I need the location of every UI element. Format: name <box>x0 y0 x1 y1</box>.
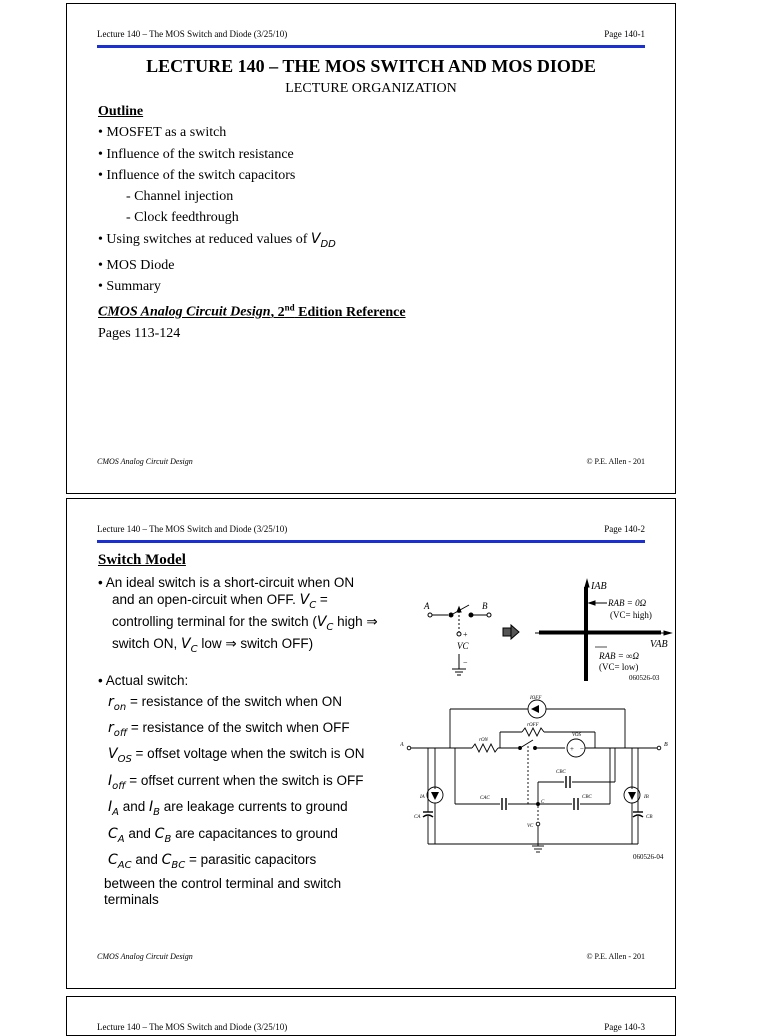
vc-sub: C <box>190 643 198 655</box>
switch-model-figure <box>400 694 678 864</box>
def-text: = offset current when the switch is OFF <box>125 772 364 788</box>
text-line: • An ideal switch is a short-circuit when ON <box>98 575 355 590</box>
header-lecture-title: Lecture 140 – The MOS Switch and Diode (3/25/10) <box>97 524 288 534</box>
fig2-b: B <box>664 742 668 748</box>
def-text: and <box>124 825 155 841</box>
sym-sub: OS <box>117 754 132 766</box>
fig1-vc-high: (VC= high) <box>610 610 652 620</box>
ideal-switch-figure <box>417 577 677 689</box>
fig1-label-b: B <box>482 601 488 611</box>
fig2-c: C <box>541 800 545 805</box>
outline-subitem: - Channel injection <box>126 189 234 205</box>
fig1-label-vab: VAB <box>650 639 668 650</box>
fig1-plus: + <box>463 630 468 639</box>
fig2-c-b: CB <box>646 815 653 820</box>
footer-course: CMOS Analog Circuit Design <box>97 457 193 466</box>
symbol <box>161 851 186 871</box>
node-a <box>407 746 411 750</box>
slide-footer <box>97 457 645 469</box>
actual-switch-heading: • Actual switch: <box>98 673 189 688</box>
vc-sub: C <box>309 599 317 611</box>
sym-sub: BC <box>171 859 186 871</box>
sym: r <box>108 719 114 736</box>
symbol <box>108 799 119 818</box>
edition-rest: Edition Reference <box>294 305 406 321</box>
i-a-arrow-icon <box>431 792 439 800</box>
fig2-vc: VC <box>527 824 534 829</box>
sym-sub: A <box>117 833 125 845</box>
fig1-code: 060526-03 <box>629 674 660 682</box>
def-text: = offset voltage when the switch is ON <box>131 746 365 762</box>
outline-item: • Summary <box>98 279 161 295</box>
text-run: low ⇒ switch OFF) <box>197 636 314 652</box>
symbol <box>149 799 161 818</box>
symbol <box>108 719 128 739</box>
vc-v: V <box>316 613 327 630</box>
book-edition <box>270 302 406 321</box>
vos-minus: − <box>580 745 584 753</box>
def-text: and <box>118 799 150 815</box>
ideal-switch-text <box>98 575 408 658</box>
fig1-rab-inf: RAB = ∞Ω <box>599 651 639 661</box>
vdd-sub: DD <box>320 238 336 250</box>
fig1-vc-low: (VC= low) <box>599 662 639 672</box>
slide-header <box>97 524 645 536</box>
text-run: and an open-circuit when OFF. <box>112 591 300 607</box>
outline-item: • MOS Diode <box>98 257 175 273</box>
sym: V <box>108 746 118 763</box>
vc-sub: C <box>326 621 334 633</box>
outline-item-text: • Using switches at reduced values of <box>98 231 311 247</box>
section-heading: Switch Model <box>98 552 186 568</box>
r-on-resistor <box>472 744 498 752</box>
slide-footer <box>97 952 645 964</box>
sym: C <box>154 825 165 842</box>
fig2-code: 060526-04 <box>633 853 664 861</box>
text-run: switch ON, <box>112 636 182 652</box>
book-reference <box>98 297 406 323</box>
terminal-a-node <box>428 613 432 617</box>
slide-subtitle: LECTURE ORGANIZATION <box>285 81 457 96</box>
sym: I <box>149 799 154 816</box>
sym: I <box>108 799 113 816</box>
fig1-minus: − <box>463 658 468 667</box>
def-text: = resistance of the switch when OFF <box>127 719 350 735</box>
terminal-b-node <box>487 613 491 617</box>
outline <box>98 101 406 345</box>
footer-copyright: © P.E. Allen - 201 <box>586 952 645 961</box>
i-b-arrow-icon <box>628 792 636 800</box>
text-line <box>98 636 408 658</box>
outline-subitem: - Clock feedthrough <box>126 210 239 226</box>
fig1-label-a: A <box>424 601 430 611</box>
footer-copyright: © P.E. Allen - 201 <box>586 457 645 466</box>
def-between-1: between the control terminal and switch <box>104 876 342 892</box>
sym-sub: on <box>113 701 127 713</box>
def-parasitic <box>98 850 408 876</box>
def-text: = resistance of the switch when ON <box>126 693 342 709</box>
def-r-on <box>98 692 408 718</box>
vdd-v: V <box>310 230 321 247</box>
fig1-label-vc: VC <box>457 641 469 651</box>
actual-switch-list <box>98 671 408 908</box>
fig2-r-on: rON <box>479 738 488 743</box>
reference-pages: Pages 113-124 <box>98 326 181 342</box>
text-run: high ⇒ <box>333 613 378 629</box>
def-v-os <box>98 744 408 770</box>
outline-item: • MOSFET as a switch <box>98 125 227 141</box>
symbol <box>154 825 172 845</box>
slide-header <box>97 29 645 41</box>
sym-sub: A <box>112 806 119 818</box>
header-rule <box>97 540 645 543</box>
book-title: CMOS Analog Circuit Design <box>98 305 271 321</box>
def-i-off <box>98 771 408 797</box>
def-capacitance <box>98 824 408 850</box>
symbol <box>108 825 125 845</box>
fig2-c-a: CA <box>414 815 421 820</box>
slide-2 <box>66 498 676 989</box>
symbol <box>108 746 132 766</box>
fig2-a: A <box>400 742 404 748</box>
sym-sub: B <box>153 806 161 818</box>
header-lecture-title: Lecture 140 – The MOS Switch and Diode (3/25/10) <box>97 29 288 39</box>
r-off-resistor <box>522 728 544 736</box>
sym: C <box>108 825 118 842</box>
fig2-r-off: rOFF <box>527 723 539 728</box>
text-line: controlling terminal for the switch ($V_C$ high ⇒ <box>112 613 378 633</box>
fig2-i-b: IB <box>644 795 649 800</box>
sym-sub: B <box>164 833 172 845</box>
symbol <box>108 693 127 713</box>
vc-symbol <box>181 636 198 655</box>
def-text: are leakage currents to ground <box>160 799 348 815</box>
header-rule <box>97 45 645 48</box>
fig2-i-a: IA <box>420 795 425 800</box>
fig2-v-os: VOS <box>572 733 582 738</box>
header-page-number: Page 140-2 <box>604 524 645 534</box>
arrow-icon <box>503 625 519 639</box>
i-off-arrow-icon <box>531 705 539 713</box>
header-page-number: Page 140-3 <box>604 1022 645 1032</box>
def-leakage <box>98 797 408 823</box>
def-between-2: terminals <box>104 892 159 908</box>
edition-suffix: nd <box>284 302 295 313</box>
sym-sub: off <box>113 727 128 739</box>
def-r-off <box>98 718 408 744</box>
sym: C <box>161 851 172 868</box>
sym: C <box>108 851 118 868</box>
ideal-switch-blade <box>520 740 533 748</box>
vc-symbol <box>316 613 334 633</box>
header-lecture-title: Lecture 140 – The MOS Switch and Diode (3/25/10) <box>97 1022 288 1032</box>
sym-sub: off <box>112 780 126 792</box>
outline-item: • Influence of the switch capacitors <box>98 167 296 183</box>
outline-item-vdd <box>98 229 406 255</box>
slide-1 <box>66 3 676 494</box>
vc-v: V <box>299 591 310 608</box>
fig1-label-iab: IAB <box>591 581 607 592</box>
fig2-c-bc: CBC <box>556 770 566 775</box>
header-page-number: Page 140-1 <box>604 29 645 39</box>
vc-v: V <box>181 636 191 653</box>
footer-course: CMOS Analog Circuit Design <box>97 952 193 961</box>
edition-number: , 2 <box>270 305 285 321</box>
outline-item: • Influence of the switch resistance <box>98 146 294 162</box>
fig2-c-bc-2: CBC <box>582 795 592 800</box>
vc-symbol <box>299 591 317 611</box>
fig2-c-ac: CAC <box>480 796 490 801</box>
vos-plus: + <box>570 745 574 753</box>
sym-sub: AC <box>117 859 132 871</box>
node-b <box>657 746 661 750</box>
fig1-rab-zero: RAB = 0Ω <box>608 598 647 608</box>
symbol <box>108 851 132 871</box>
symbol <box>108 772 126 792</box>
def-text: and <box>131 851 162 867</box>
fig2-i-off: IOFF <box>530 696 542 701</box>
def-text: are capacitances to ground <box>171 825 338 841</box>
sym: I <box>108 772 113 789</box>
outline-heading: Outline <box>98 104 144 119</box>
def-text: = parasitic capacitors <box>185 851 317 867</box>
sym: r <box>108 693 114 710</box>
text-line: and an open-circuit when OFF. $V_C$ = <box>112 591 328 611</box>
vdd-symbol <box>310 230 336 250</box>
slide-3 <box>66 996 676 1036</box>
slide-title: LECTURE 140 – THE MOS SWITCH AND MOS DIODE <box>146 56 596 76</box>
